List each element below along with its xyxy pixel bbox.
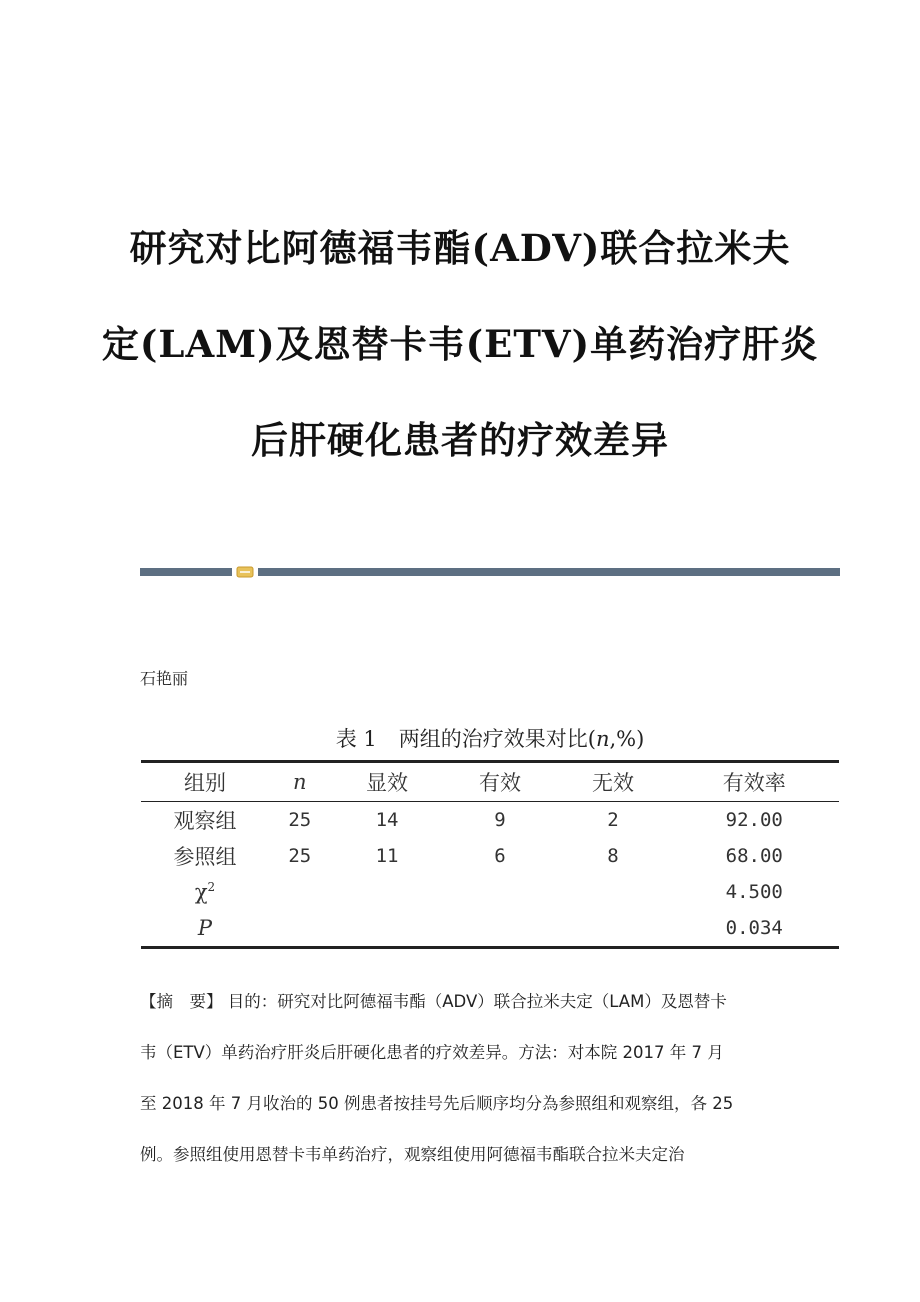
table-caption-text: 两组的治疗效果对比( — [398, 727, 596, 751]
results-table-container — [141, 760, 839, 949]
abstract-line: 例。参照组使用恩替卡韦单药治疗，观察组使用阿德福韦酯联合拉米夫定治 — [140, 1145, 685, 1164]
cell-p-value: 0.034 — [725, 917, 783, 939]
cell-n: 25 — [288, 809, 312, 831]
chi-symbol: χ — [194, 880, 208, 904]
cell-rate: 92.00 — [725, 809, 783, 831]
cell-group: 参照组 — [173, 845, 237, 869]
cell-ineffective: 8 — [607, 845, 619, 867]
document-title-line-2: 定(LAM)及恩替卡韦(ETV)单药治疗肝炎 — [101, 322, 819, 366]
abstract — [140, 976, 790, 1180]
title-divider — [140, 568, 840, 576]
divider-bar-right — [258, 568, 840, 576]
table-caption-tail: ,%) — [609, 727, 645, 751]
table-row-chi-square — [141, 874, 839, 910]
cell-marked: 14 — [375, 809, 399, 831]
abstract-line: 【摘 要】 目的：研究对比阿德福韦酯（ADV）联合拉米夫定（LAM）及恩替卡 — [140, 992, 727, 1011]
cell-effective: 9 — [494, 809, 506, 831]
cell-rate: 68.00 — [725, 845, 783, 867]
author-name: 石艳丽 — [140, 669, 189, 688]
header-effective: 有效 — [479, 771, 522, 795]
table-row-p-value — [141, 910, 839, 948]
cell-chi-label — [141, 874, 269, 910]
table-row — [141, 838, 839, 874]
cell-p-label: P — [197, 916, 213, 940]
header-n: n — [293, 770, 307, 794]
header-group: 组别 — [184, 771, 226, 795]
cell-n: 25 — [288, 845, 312, 867]
results-table — [141, 760, 839, 949]
cell-chi-value: 4.500 — [725, 881, 783, 903]
abstract-line: 韦（ETV）单药治疗肝炎后肝硬化患者的疗效差异。方法：对本院 2017 年 7 月 — [140, 1043, 724, 1062]
document-title-line-1: 研究对比阿德福韦酯(ADV)联合拉米夫 — [129, 226, 791, 270]
abstract-line: 至 2018 年 7 月收治的 50 例患者按挂号先后顺序均分為参照组和观察组，各 25 — [140, 1094, 734, 1113]
cell-ineffective: 2 — [607, 809, 619, 831]
cell-effective: 6 — [494, 845, 506, 867]
table-header-row — [141, 762, 839, 802]
cell-marked: 11 — [375, 845, 399, 867]
table-caption-label: 表 1 — [335, 727, 377, 751]
chi-superscript: 2 — [207, 880, 216, 894]
table-row — [141, 802, 839, 839]
table-caption — [140, 723, 840, 753]
header-rate: 有效率 — [722, 771, 786, 795]
header-ineffective: 无效 — [591, 771, 634, 795]
divider-bar-left — [140, 568, 232, 576]
header-marked: 显效 — [366, 771, 409, 795]
document-title-line-3: 后肝硬化患者的疗效差异 — [251, 418, 669, 462]
cell-group: 观察组 — [173, 809, 237, 833]
table-caption-n: n — [595, 727, 610, 751]
divider-ornament-icon — [236, 566, 254, 578]
